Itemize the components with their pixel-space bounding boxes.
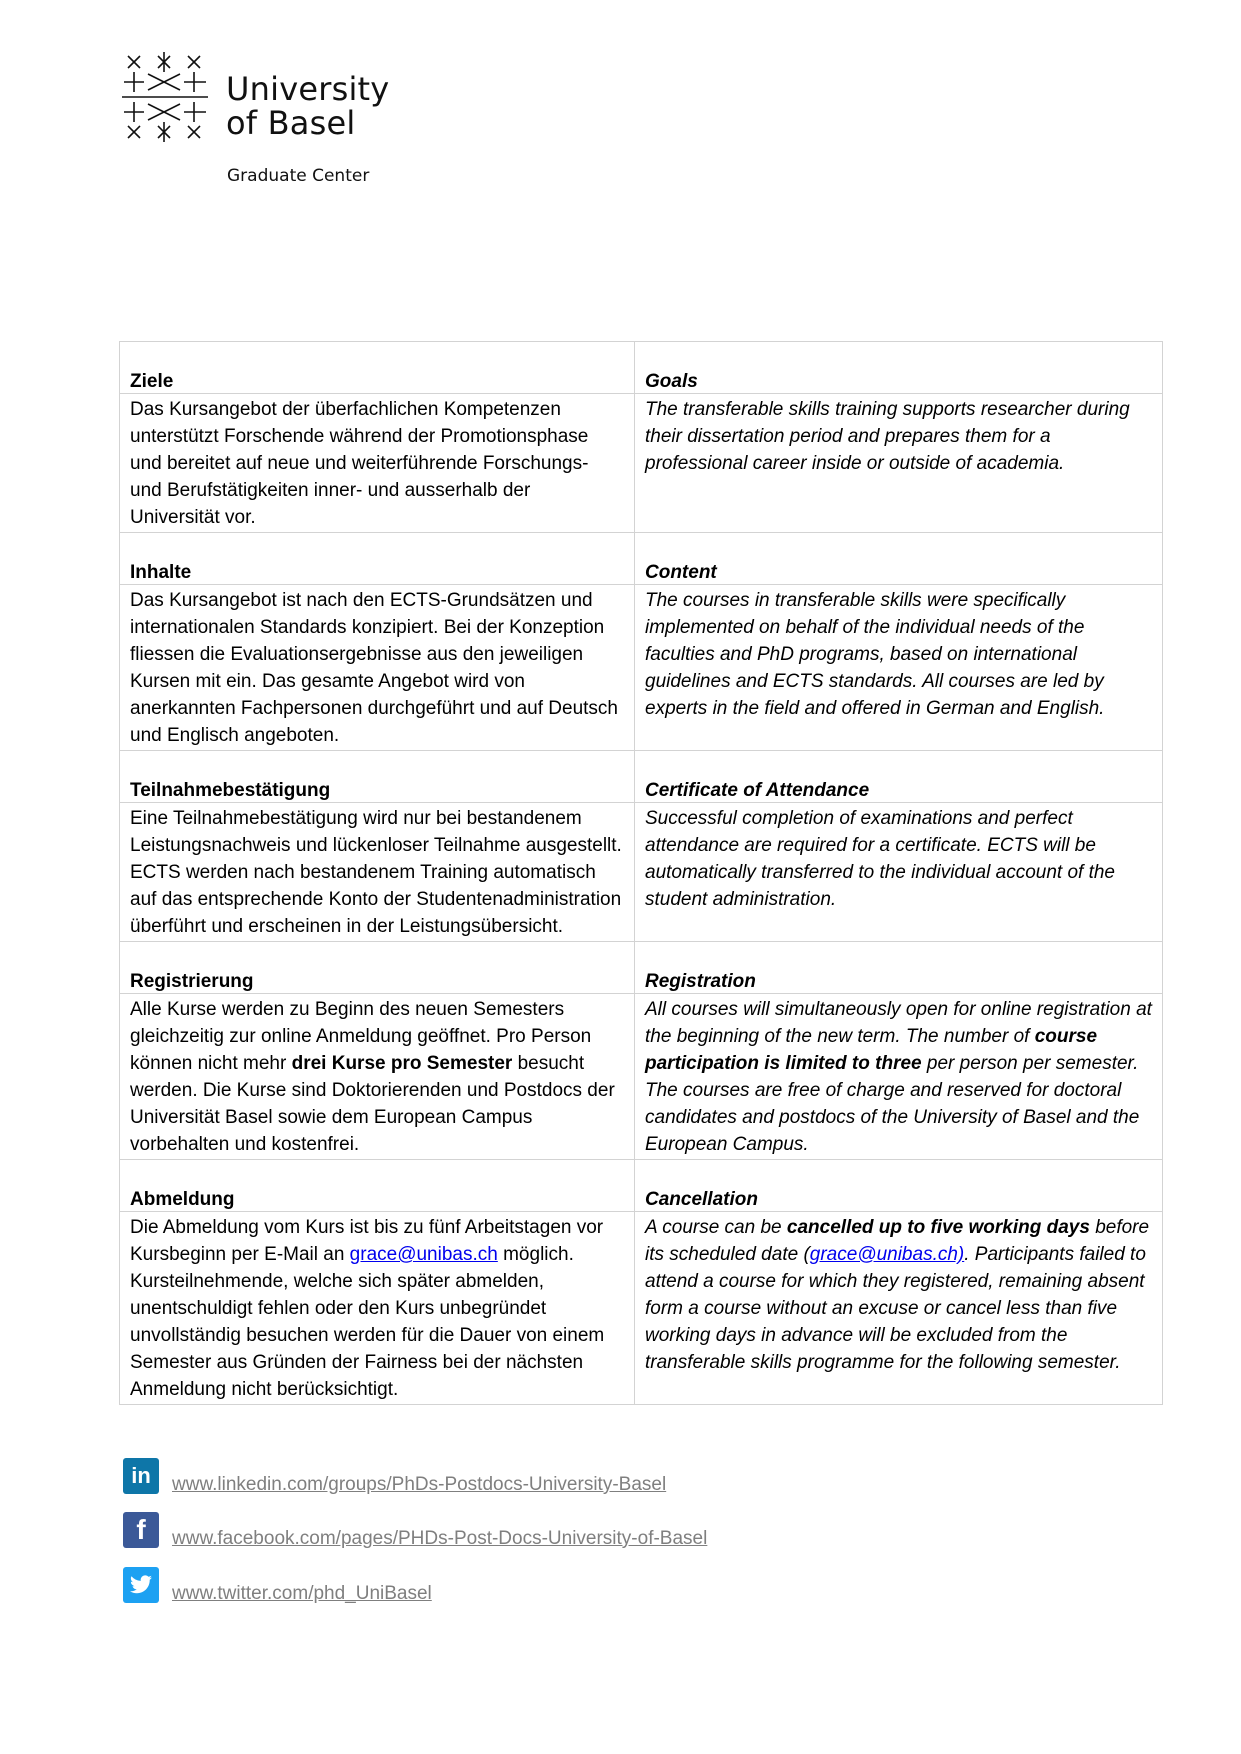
- section-heading-row: [120, 942, 1163, 994]
- en-heading: Registration: [635, 942, 1163, 994]
- de-text: [120, 1212, 635, 1405]
- email-link[interactable]: grace@unibas.ch): [809, 1244, 965, 1265]
- section-heading-row: [120, 751, 1163, 803]
- en-text-part: before its scheduled date (: [645, 1217, 1150, 1265]
- en-text-part: per person per semester. The courses are free of charge and reserved for doctoral candidates and postdocs of the University of Basel and the European Campus.: [645, 1053, 1140, 1155]
- en-text: The courses in transferable skills were specifically implemented on behalf of the individual needs of the faculties and PhD programs, based on international guidelines and ECTS standards. All courses are led by experts in the field and offered in German and English.: [635, 585, 1163, 751]
- en-heading: Content: [635, 533, 1163, 585]
- en-text-emphasis: course participation is limited to three: [645, 1026, 1098, 1074]
- section-heading-row: [120, 1160, 1163, 1212]
- university-name-line1: University: [226, 70, 390, 108]
- en-text: [635, 994, 1163, 1160]
- twitter-link[interactable]: www.twitter.com/phd_UniBasel: [172, 1583, 432, 1604]
- section-heading-row: [120, 533, 1163, 585]
- university-logo: [120, 52, 400, 142]
- de-heading: Abmeldung: [120, 1160, 635, 1212]
- en-text-part: A course can be: [645, 1217, 787, 1238]
- email-link[interactable]: grace@unibas.ch: [349, 1244, 498, 1265]
- unit-name: Graduate Center: [227, 166, 370, 186]
- de-heading: Registrierung: [120, 942, 635, 994]
- university-name: [226, 72, 389, 140]
- section-body-row: [120, 803, 1163, 942]
- section-body-row: [120, 994, 1163, 1160]
- de-text: [120, 994, 635, 1160]
- en-heading: Cancellation: [635, 1160, 1163, 1212]
- en-text: The transferable skills training supports researcher during their dissertation period and prepares them for a professional career inside or outside of academia.: [635, 394, 1163, 533]
- en-text: Successful completion of examinations and perfect attendance are required for a certificate. ECTS will be automatically transferred to the individual account of the student administration.: [635, 803, 1163, 942]
- twitter-icon[interactable]: [123, 1567, 159, 1603]
- twitter-bird-icon: [129, 1575, 153, 1595]
- linkedin-icon[interactable]: in: [123, 1458, 159, 1494]
- section-body-row: [120, 585, 1163, 751]
- de-text-part: möglich. Kursteilnehmende, welche sich später abmelden, unentschuldigt fehlen oder den Kurs unbegründet unvollständig besuchen werden für die Dauer von einem Semester aus Gründen der Fairness bei der nächsten Anmeldung nicht berücksichtigt.: [130, 1244, 605, 1400]
- de-text: Das Kursangebot der überfachlichen Kompetenzen unterstützt Forschende während der Promotionsphase und bereitet auf neue und weiterführende Forschungs- und Berufstätigkeiten inner- und ausserhalb der Universität vor.: [120, 394, 635, 533]
- university-emblem-icon: [120, 52, 210, 142]
- section-body-row: [120, 394, 1163, 533]
- de-text-emphasis: drei Kurse pro Semester: [291, 1053, 513, 1074]
- en-heading: Certificate of Attendance: [635, 751, 1163, 803]
- en-text-part: . Participants failed to attend a course for which they registered, remaining absent form a course without an excuse or cancel less than five working days in advance will be excluded from the transferable skills programme for the following semester.: [645, 1244, 1146, 1373]
- de-text-part: Alle Kurse werden zu Beginn des neuen Semesters gleichzeitig zur online Anmeldung geöffnet. Pro Person können nicht mehr: [130, 999, 592, 1074]
- info-table: [119, 341, 1163, 1405]
- de-text: Das Kursangebot ist nach den ECTS-Grundsätzen und internationalen Standards konzipiert. Bei der Konzeption fliessen die Evaluationsergebnisse aus den jeweiligen Kursen mit ein. Das gesamte Angebot wird von anerkannten Fachpersonen durchgeführt und auf Deutsch und Englisch angeboten.: [120, 585, 635, 751]
- university-name-line2: of Basel: [226, 104, 356, 142]
- linkedin-link[interactable]: www.linkedin.com/groups/PhDs-Postdocs-University-Basel: [172, 1474, 667, 1495]
- de-text-part: besucht werden. Die Kurse sind Doktorierenden und Postdocs der Universität Basel sowie dem European Campus vorbehalten und kostenfrei.: [130, 1053, 615, 1155]
- en-text: [635, 1212, 1163, 1405]
- en-text-emphasis: cancelled up to five working days: [786, 1217, 1090, 1238]
- de-text: Eine Teilnahmebestätigung wird nur bei bestandenem Leistungsnachweis und lückenloser Teilnahme ausgestellt. ECTS werden nach bestandenem Training automatisch auf das entsprechende Konto der Studentenadministration überführt und erscheinen in der Leistungsübersicht.: [120, 803, 635, 942]
- de-heading: Teilnahmebestätigung: [120, 751, 635, 803]
- section-heading-row: [120, 342, 1163, 394]
- en-heading: Goals: [635, 342, 1163, 394]
- facebook-icon[interactable]: f: [123, 1512, 159, 1548]
- facebook-link[interactable]: www.facebook.com/pages/PHDs-Post-Docs-University-of-Basel: [172, 1528, 708, 1549]
- section-body-row: [120, 1212, 1163, 1405]
- en-text-part: All courses will simultaneously open for online registration at the beginning of the new term. The number of: [645, 999, 1152, 1047]
- de-heading: Inhalte: [120, 533, 635, 585]
- de-text-part: Die Abmeldung vom Kurs ist bis zu fünf Arbeitstagen vor Kursbeginn per E-Mail an: [130, 1217, 604, 1265]
- de-heading: Ziele: [120, 342, 635, 394]
